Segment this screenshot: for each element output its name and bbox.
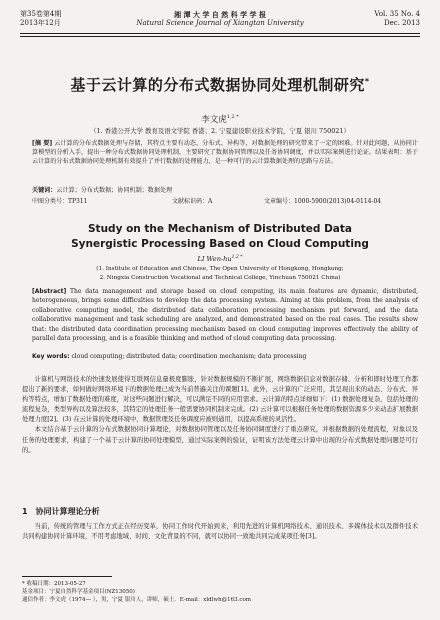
keywords-cn	[32, 185, 418, 194]
article-id: 文章编号：1000-5900(2013)04-0114-04	[264, 198, 382, 205]
section-1-body	[22, 522, 418, 542]
keywords-en-text: cloud computing; distributed data; coordination mechanism; data processing	[71, 353, 307, 360]
header-date-en: Dec. 2013	[384, 19, 420, 27]
header-journal-cn: 湘 潭 大 学 自 然 科 学 学 报	[174, 10, 266, 19]
author-cn-sup: 1,2 *	[226, 114, 239, 121]
affiliation-cn: （1. 香港公开大学 教育及语文学院 香港；2. 宁夏建设职业技术学院，宁夏 银川 750021）	[90, 127, 350, 135]
keywords-en-label: Key words:	[32, 353, 70, 360]
footnote-fund: 基金项目：宁夏自然科学基金项目(NZ13050)	[22, 589, 135, 595]
header-volume-en: Vol. 35 No. 4	[374, 10, 420, 18]
body-paragraph: 计算机与网络技术的快速发展使得互联网信息量极度膨胀，针对数据规模的不断扩展，网络数据信息对数据存储、分析和即时处理工作都提出了新的要求，如何做好网络环境下的数据处理已成为当前普遍关注的课题[1]。此外，云计算的广泛应用，其呈现出来的动态、分布式、异构等特点，增加了数据处理的难度，对这些问题进行解决，可以满足不同的应用需求。云计算的特点详细如下：(1) 数据处理复杂，包括处理的流程复杂，类型异构以及算法较多，其特定的处理任务一般需要协同机制来完成。(2) 云计算可以根据任务处理的数据资源多少来动态扩展数据处理力度[2]。(3) 在云计算的处理环境中，数据管理及任务调度应被则通用，以提高系统的灵活性。	[22, 376, 418, 424]
abstract-cn	[32, 139, 418, 167]
author-en-name: LI Wen-hu	[197, 255, 232, 264]
title-en	[0, 222, 440, 251]
title-en-line-1: Study on the Mechanism of Distributed Data	[88, 223, 352, 235]
header-rule	[20, 33, 420, 34]
title-cn-text: 基于云计算的分布式数据协同处理机制研究	[70, 76, 365, 94]
author-cn	[0, 113, 440, 125]
footnotes	[22, 580, 418, 604]
author-en-sup: 1,2 *	[231, 255, 243, 260]
keywords-cn-text: 云计算；分布式数据；协同机制；数据处理	[56, 187, 173, 194]
body-paragraph: 本文结合基于云计算的分布式数据协同计算理论，对数据协同管理以及任务协同调度进行了重点研究，并根据数据的处理流程，对象以及任务的处理要求，构建了一个基于云计算的协同处理模型，通过实际案例的验证，证明该方法处理云计算中出现的分布式数据处理问题是可行的。	[22, 426, 418, 454]
affiliation-en	[20, 265, 420, 282]
title-en-line-2: Synergistic Processing Based on Cloud Computing	[71, 237, 369, 250]
affiliation-en-line-2: 2. Ningxia Construction Vocational and Technical College, Yinchuan 750021 China)	[99, 274, 341, 281]
classification-number: 中图分类号：TP311	[32, 198, 88, 205]
abstract-cn-label: [摘 要]	[32, 140, 53, 147]
abstract-cn-text: 云计算的分布式数据处理与存储，其特点主要有动态、分布式、异构等，对数据处理的研究带来了一定的困难。针对此问题，从协同计算模型的分析入手，提出一种分布式数据协同处理机制，主要研究了数据协同管理以及任务协同调度，并以实际案例进行论证。结果表明：基于云计算的分布式数据协同处理机制有效提升了并行数据的处理能力，是一种可行的云计算数据处理的思路与方法。	[32, 140, 419, 166]
author-en	[0, 255, 440, 263]
section-1-paragraph: 当前，传统的管理与工作方式正在经历变革，协同工作时代开始到来，利用先进的计算机网络技术、通讯技术、多媒体技术以及群件技术共同构建协同计算环境，不用考虑地域、时间、文化背景的不同，就可以协同一致地共同完成某项任务[3]。	[22, 523, 418, 541]
keywords-cn-label: 关键词：	[32, 187, 57, 194]
footnote-received: * 收稿日期：2013-05-27	[22, 581, 86, 587]
author-cn-name: 李文虎	[201, 115, 227, 125]
header-rule-thin	[20, 36, 420, 37]
abstract-en-label: [Abstract]	[32, 288, 67, 295]
affiliation-en-line-1: (1. Institute of Education and Chinese, The Open University of Hongkong, Hongkong;	[96, 266, 344, 272]
keywords-en	[32, 353, 418, 360]
header-volume-cn: 第35卷第4期	[20, 10, 62, 18]
abstract-en-text: The data management and storage based on cloud computing, its main features are dynamic, distributed, heterogeneous, brings some difficulties to develop the data processing system. Aiming at this problem, from the analysis of collaborative computing model, the distributed data collaboration processing mechanism put forward, and the data collaborative management and task scheduling are analyzed, and demonstrated based on the real cases. The results show that: the distributed data coordination processing mechanism based on cloud computing improves effectively the ability of parallel data processing, and is a feasible thinking and method of cloud computing data processing.	[32, 288, 418, 343]
footnote-author: 通信作者：李文虎（1974— ），男，宁夏 银川人，讲师，硕士．E-mail：xldlwh@163.com	[22, 597, 251, 603]
classification-row	[32, 196, 418, 205]
title-cn	[0, 74, 440, 95]
document-code: 文献标识码：A	[172, 198, 213, 205]
header-date-cn: 2013年12月	[20, 19, 61, 27]
footnote-rule	[22, 576, 112, 577]
header-journal-en: Natural Science Journal of Xiangtan University	[136, 19, 304, 27]
introduction-body	[22, 375, 418, 456]
abstract-en	[32, 287, 418, 343]
running-header	[20, 10, 420, 32]
title-footnote-mark: *	[364, 77, 370, 86]
section-1-heading: 1 协同计算理论分析	[22, 507, 100, 516]
